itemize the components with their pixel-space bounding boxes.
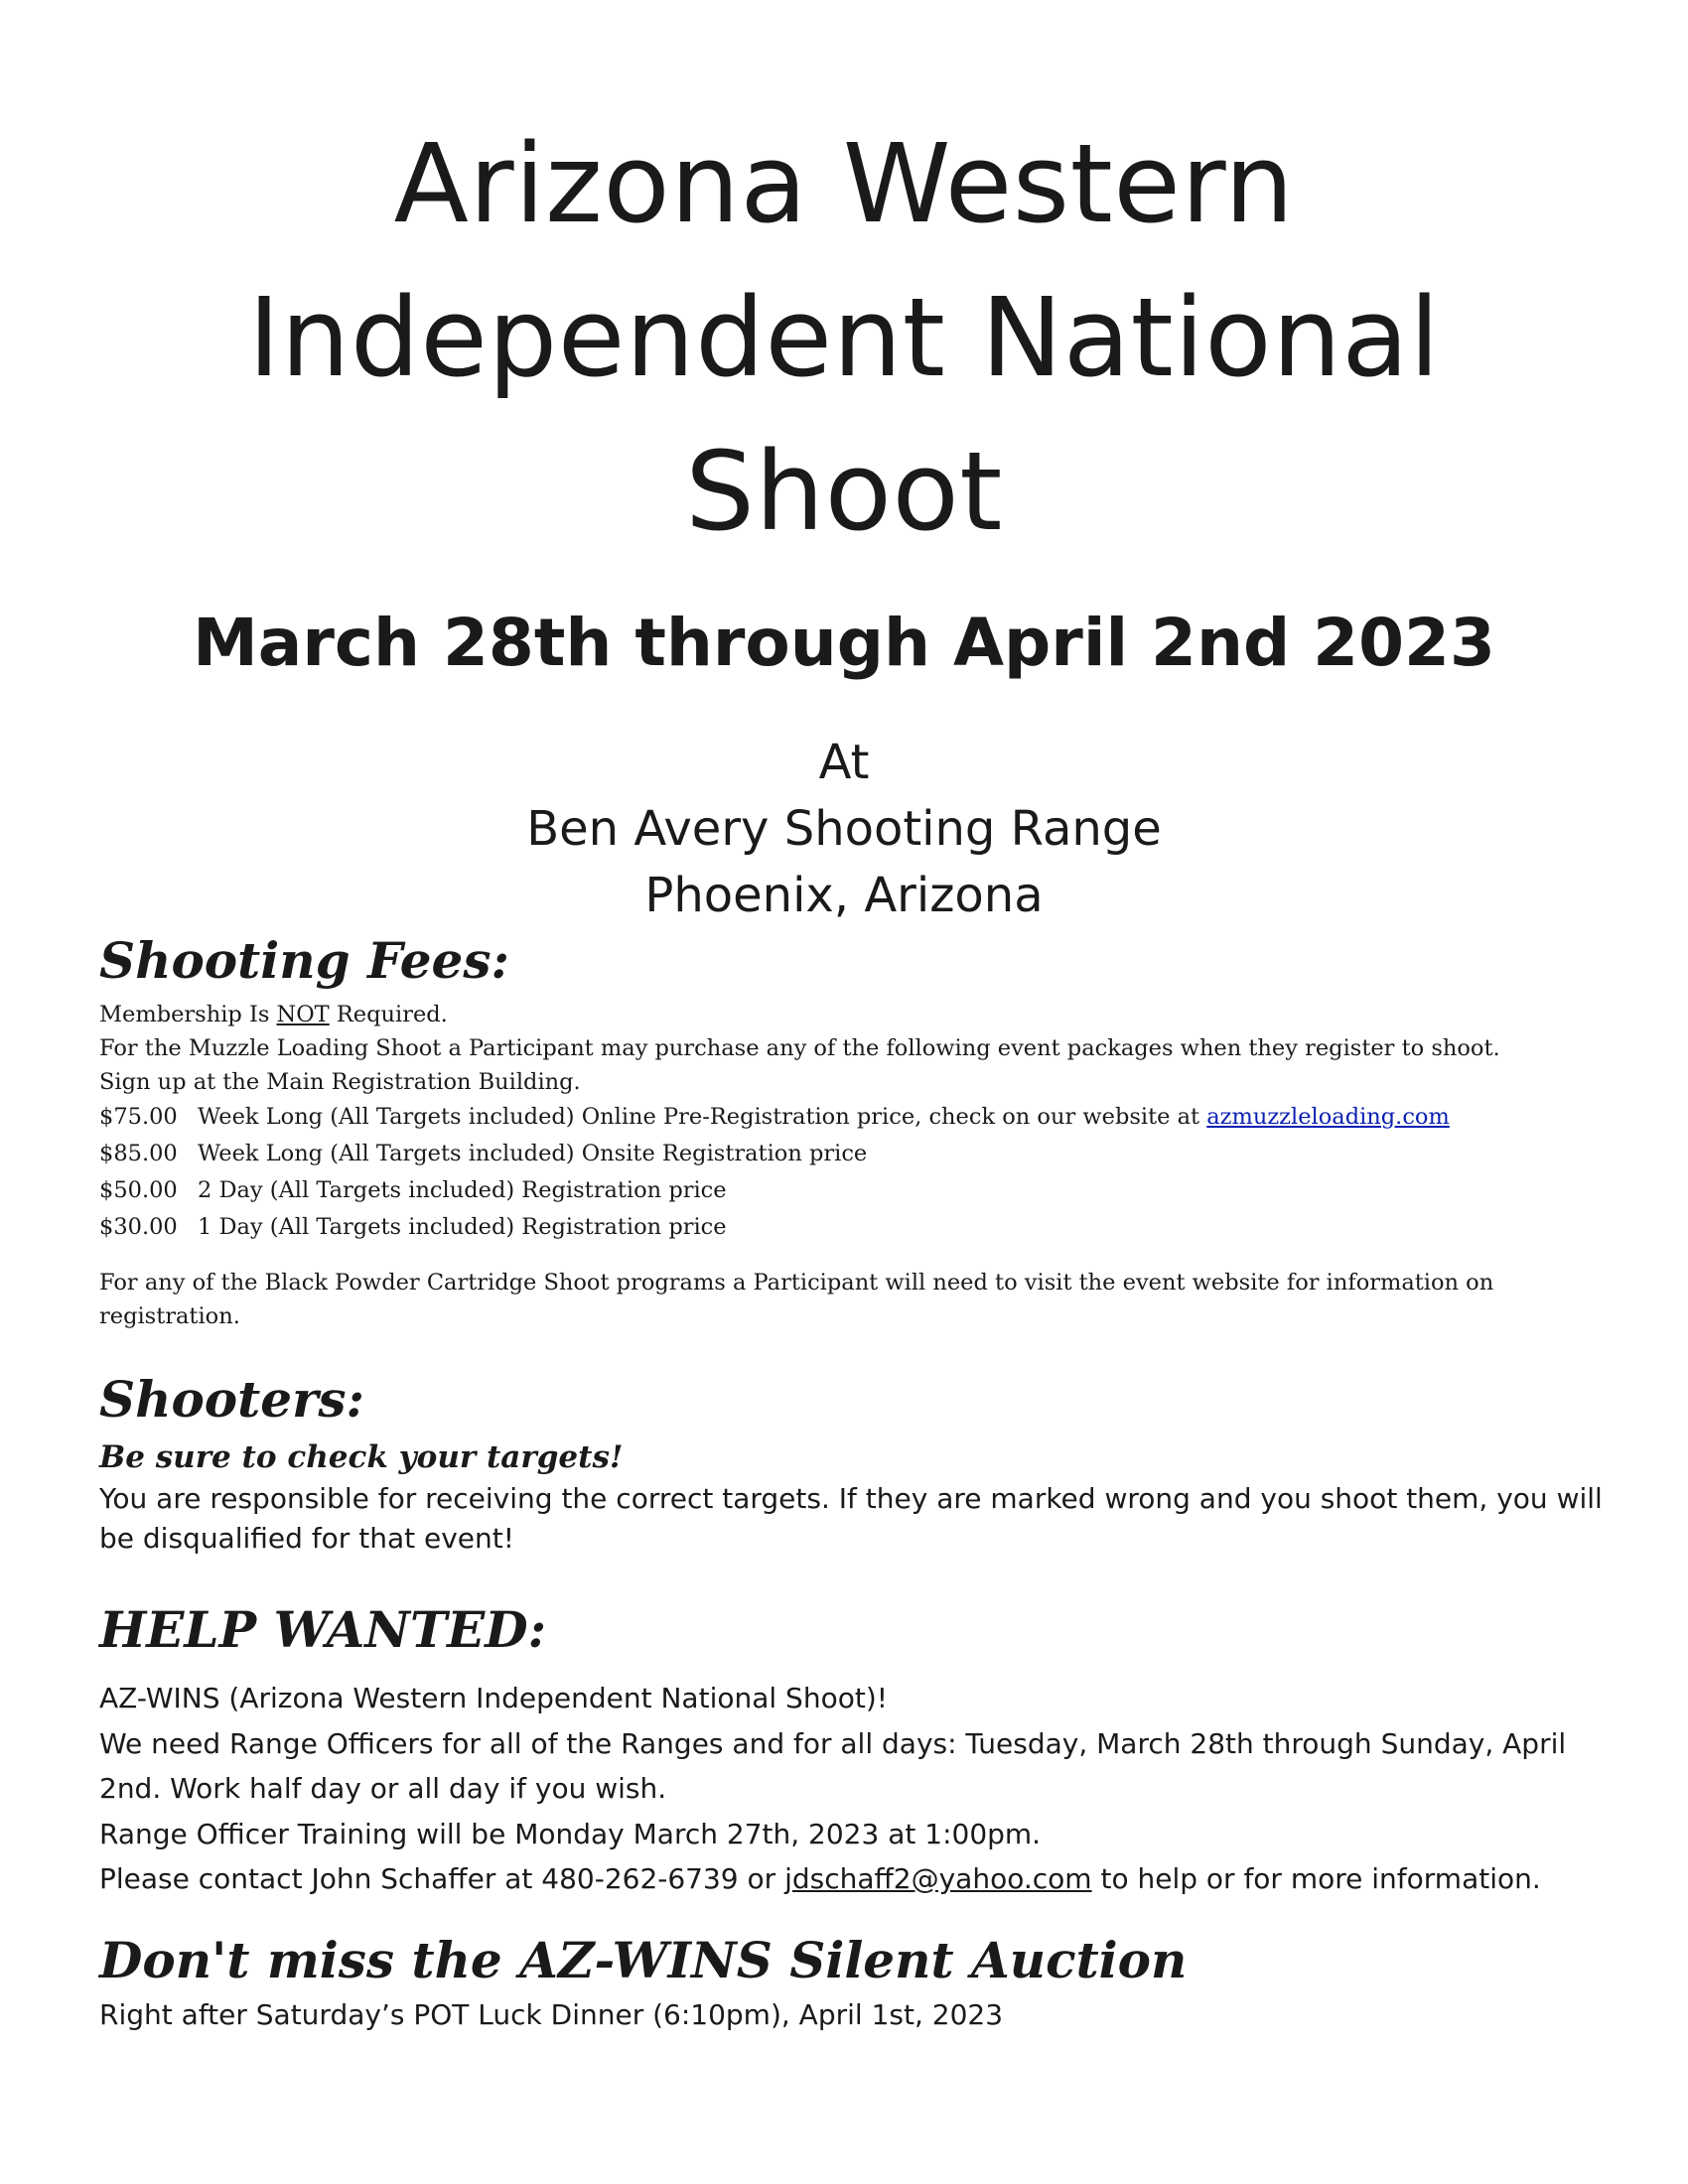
shooters-subheading: Be sure to check your targets! bbox=[99, 1439, 624, 1475]
auction-text: Right after Saturday’s POT Luck Dinner (6:10pm), April 1st, 2023 bbox=[99, 1998, 1004, 2031]
shooters-text: You are responsible for receiving the correct targets. If they are marked wrong and you shoot them, you will be disqualified for that event! bbox=[99, 1482, 1603, 1555]
fee-description: Week Long (All Targets included) Online Pre-Registration price, check on our website at bbox=[198, 1104, 1207, 1130]
help-line-2: We need Range Officers for all of the Ranges and for all days: Tuesday, March 28th through Sunday, April 2nd. Work half day or all day if you wish. bbox=[99, 1726, 1567, 1805]
help-wanted-heading: HELP WANTED: bbox=[99, 1600, 547, 1659]
title-line-3: Shoot bbox=[685, 428, 1003, 555]
help-line-1: AZ-WINS (Arizona Western Independent National Shoot)! bbox=[99, 1682, 888, 1714]
membership-suffix: Required. bbox=[329, 1002, 448, 1027]
fee-package-row bbox=[99, 1209, 1609, 1246]
venue-name: Ben Avery Shooting Range bbox=[526, 801, 1162, 857]
cartridge-note: For any of the Black Powder Cartridge Shoot programs a Participant will need to visit the event website for information on registration. bbox=[99, 1270, 1494, 1329]
website-link[interactable]: azmuzzleloading.com bbox=[1206, 1104, 1450, 1130]
fee-description: 1 Day (All Targets included) Registration price bbox=[198, 1214, 727, 1240]
fees-intro: For the Muzzle Loading Shoot a Participant may purchase any of the following event packages when they register to shoot. bbox=[99, 1035, 1500, 1061]
membership-prefix: Membership Is bbox=[99, 1002, 277, 1027]
title-line-2: Independent National bbox=[247, 274, 1441, 401]
membership-emphasis: NOT bbox=[276, 1002, 330, 1027]
venue-block bbox=[0, 730, 1688, 929]
contact-prefix: Please contact John Schaffer at 480-262-6739 or bbox=[99, 1862, 785, 1895]
fee-price: $85.00 bbox=[99, 1141, 178, 1166]
fee-package-row bbox=[99, 1099, 1609, 1136]
venue-city: Phoenix, Arizona bbox=[644, 868, 1044, 923]
venue-at: At bbox=[818, 735, 870, 790]
fee-price: $30.00 bbox=[99, 1214, 178, 1240]
contact-suffix: to help or for more information. bbox=[1091, 1862, 1541, 1895]
fee-price: $50.00 bbox=[99, 1177, 178, 1203]
membership-note bbox=[99, 998, 1609, 1031]
event-dates: March 28th through April 2nd 2023 bbox=[193, 605, 1495, 681]
fee-package-row bbox=[99, 1136, 1609, 1172]
fee-description: 2 Day (All Targets included) Registration price bbox=[198, 1177, 727, 1203]
shooting-fees-heading: Shooting Fees: bbox=[99, 931, 509, 990]
fees-signup: Sign up at the Main Registration Building. bbox=[99, 1069, 581, 1095]
help-contact bbox=[99, 1856, 1628, 1902]
help-line-3: Range Officer Training will be Monday March 27th, 2023 at 1:00pm. bbox=[99, 1817, 1042, 1850]
shooting-fees-body bbox=[99, 998, 1609, 1246]
contact-email-link[interactable]: jdschaff2@yahoo.com bbox=[784, 1862, 1092, 1895]
title-line-1: Arizona Western bbox=[393, 120, 1295, 247]
auction-heading: Don't miss the AZ-WINS Silent Auction bbox=[99, 1931, 1188, 1989]
page-title bbox=[0, 107, 1688, 569]
shooters-heading: Shooters: bbox=[99, 1370, 365, 1429]
help-wanted-body bbox=[99, 1676, 1628, 1902]
fee-package-row bbox=[99, 1172, 1609, 1209]
fee-description: Week Long (All Targets included) Onsite Registration price bbox=[198, 1141, 868, 1166]
fee-price: $75.00 bbox=[99, 1104, 178, 1130]
